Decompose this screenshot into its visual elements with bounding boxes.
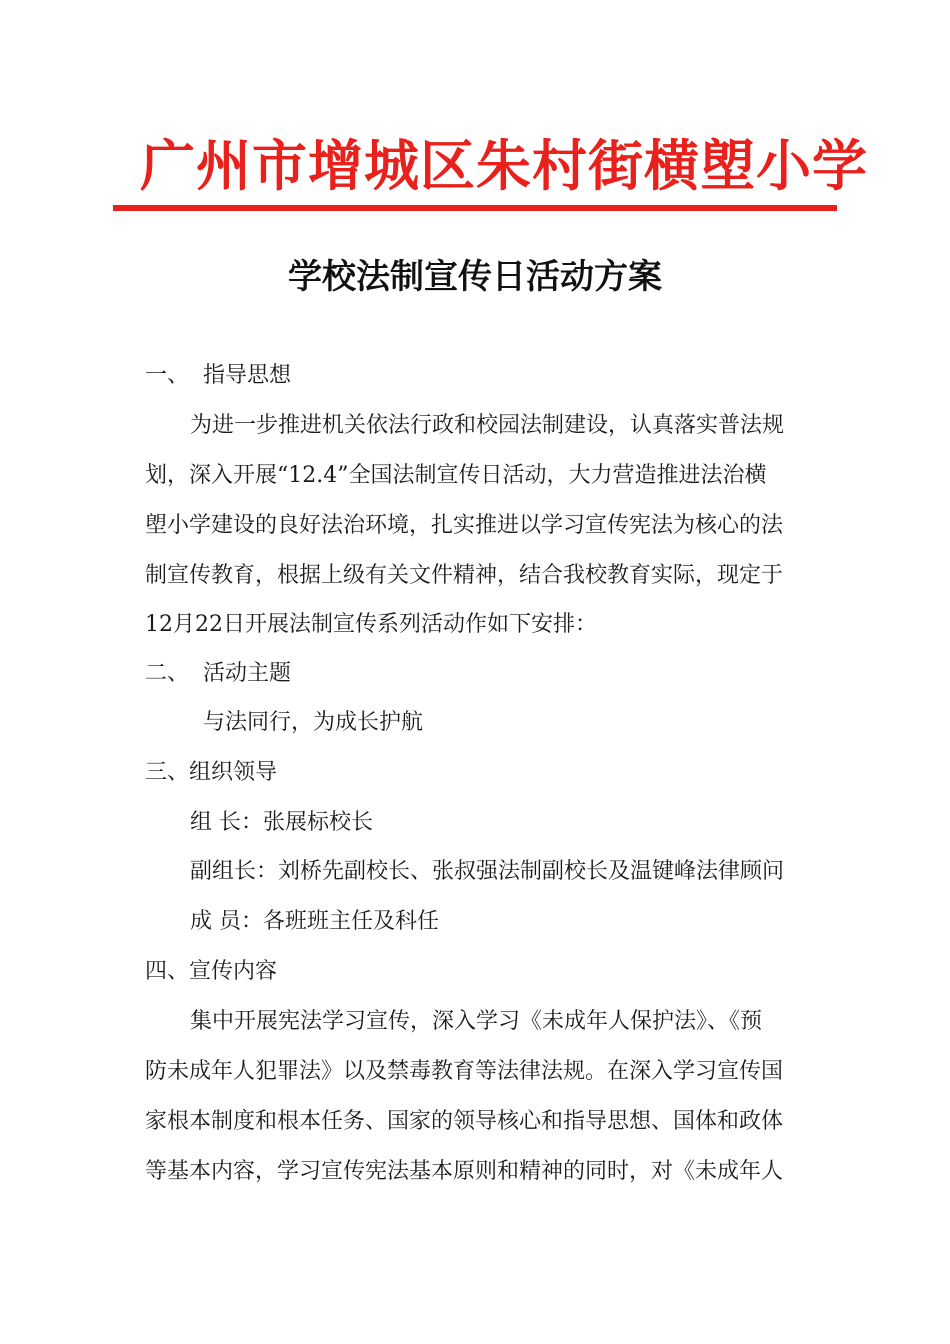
red-header-rule	[113, 205, 837, 211]
section1-heading	[145, 360, 291, 392]
section1-line-3: 塱小学建设的良好法治环境，扎实推进以学习宣传宪法为核心的法	[145, 513, 784, 538]
section4-line-2: 防未成年人犯罪法》以及禁毒教育等法律法规。在深入学习宣传国	[145, 1059, 784, 1084]
section1-line-5: 12月22日开展法制宣传系列活动作如下安排：	[145, 612, 597, 637]
group-members: 成 员：各班班主任及科任	[190, 909, 439, 934]
section4-heading: 四、宣传内容	[145, 959, 278, 984]
section2-number: 二、	[145, 661, 190, 686]
section4-line-3: 家根本制度和根本任务、国家的领导核心和指导思想、国体和政体	[145, 1109, 784, 1134]
section1-line-2: 划，深入开展“12.4”全国法制宣传日活动，大力营造推进法治横	[145, 463, 767, 488]
section4-line-1: 集中开展宪法学习宣传，深入学习《未成年人保护法》、《预	[190, 1009, 763, 1034]
deputy-leader: 副组长：刘桥先副校长、张叔强法制副校长及温键峰法律顾问	[190, 859, 785, 884]
school-name: 广州市增城区朱村街横塱小学	[140, 134, 869, 198]
section4-line-4: 等基本内容，学习宣传宪法基本原则和精神的同时，对《未成年人	[145, 1159, 784, 1184]
section1-title: 指导思想	[203, 363, 292, 388]
section1-line-1: 为进一步推进机关依法行政和校园法制建设，认真落实普法规	[190, 413, 785, 438]
section1-line-4: 制宣传教育，根据上级有关文件精神，结合我校教育实际，现定于	[145, 563, 784, 588]
section2-title: 活动主题	[203, 661, 292, 686]
section3-heading: 三、组织领导	[145, 760, 278, 785]
group-leader: 组 长：张展标校长	[190, 810, 373, 835]
document-title: 学校法制宣传日活动方案	[288, 257, 662, 297]
activity-theme: 与法同行，为成长护航	[203, 710, 424, 735]
section1-number: 一、	[145, 363, 190, 388]
section2-heading	[145, 658, 291, 690]
